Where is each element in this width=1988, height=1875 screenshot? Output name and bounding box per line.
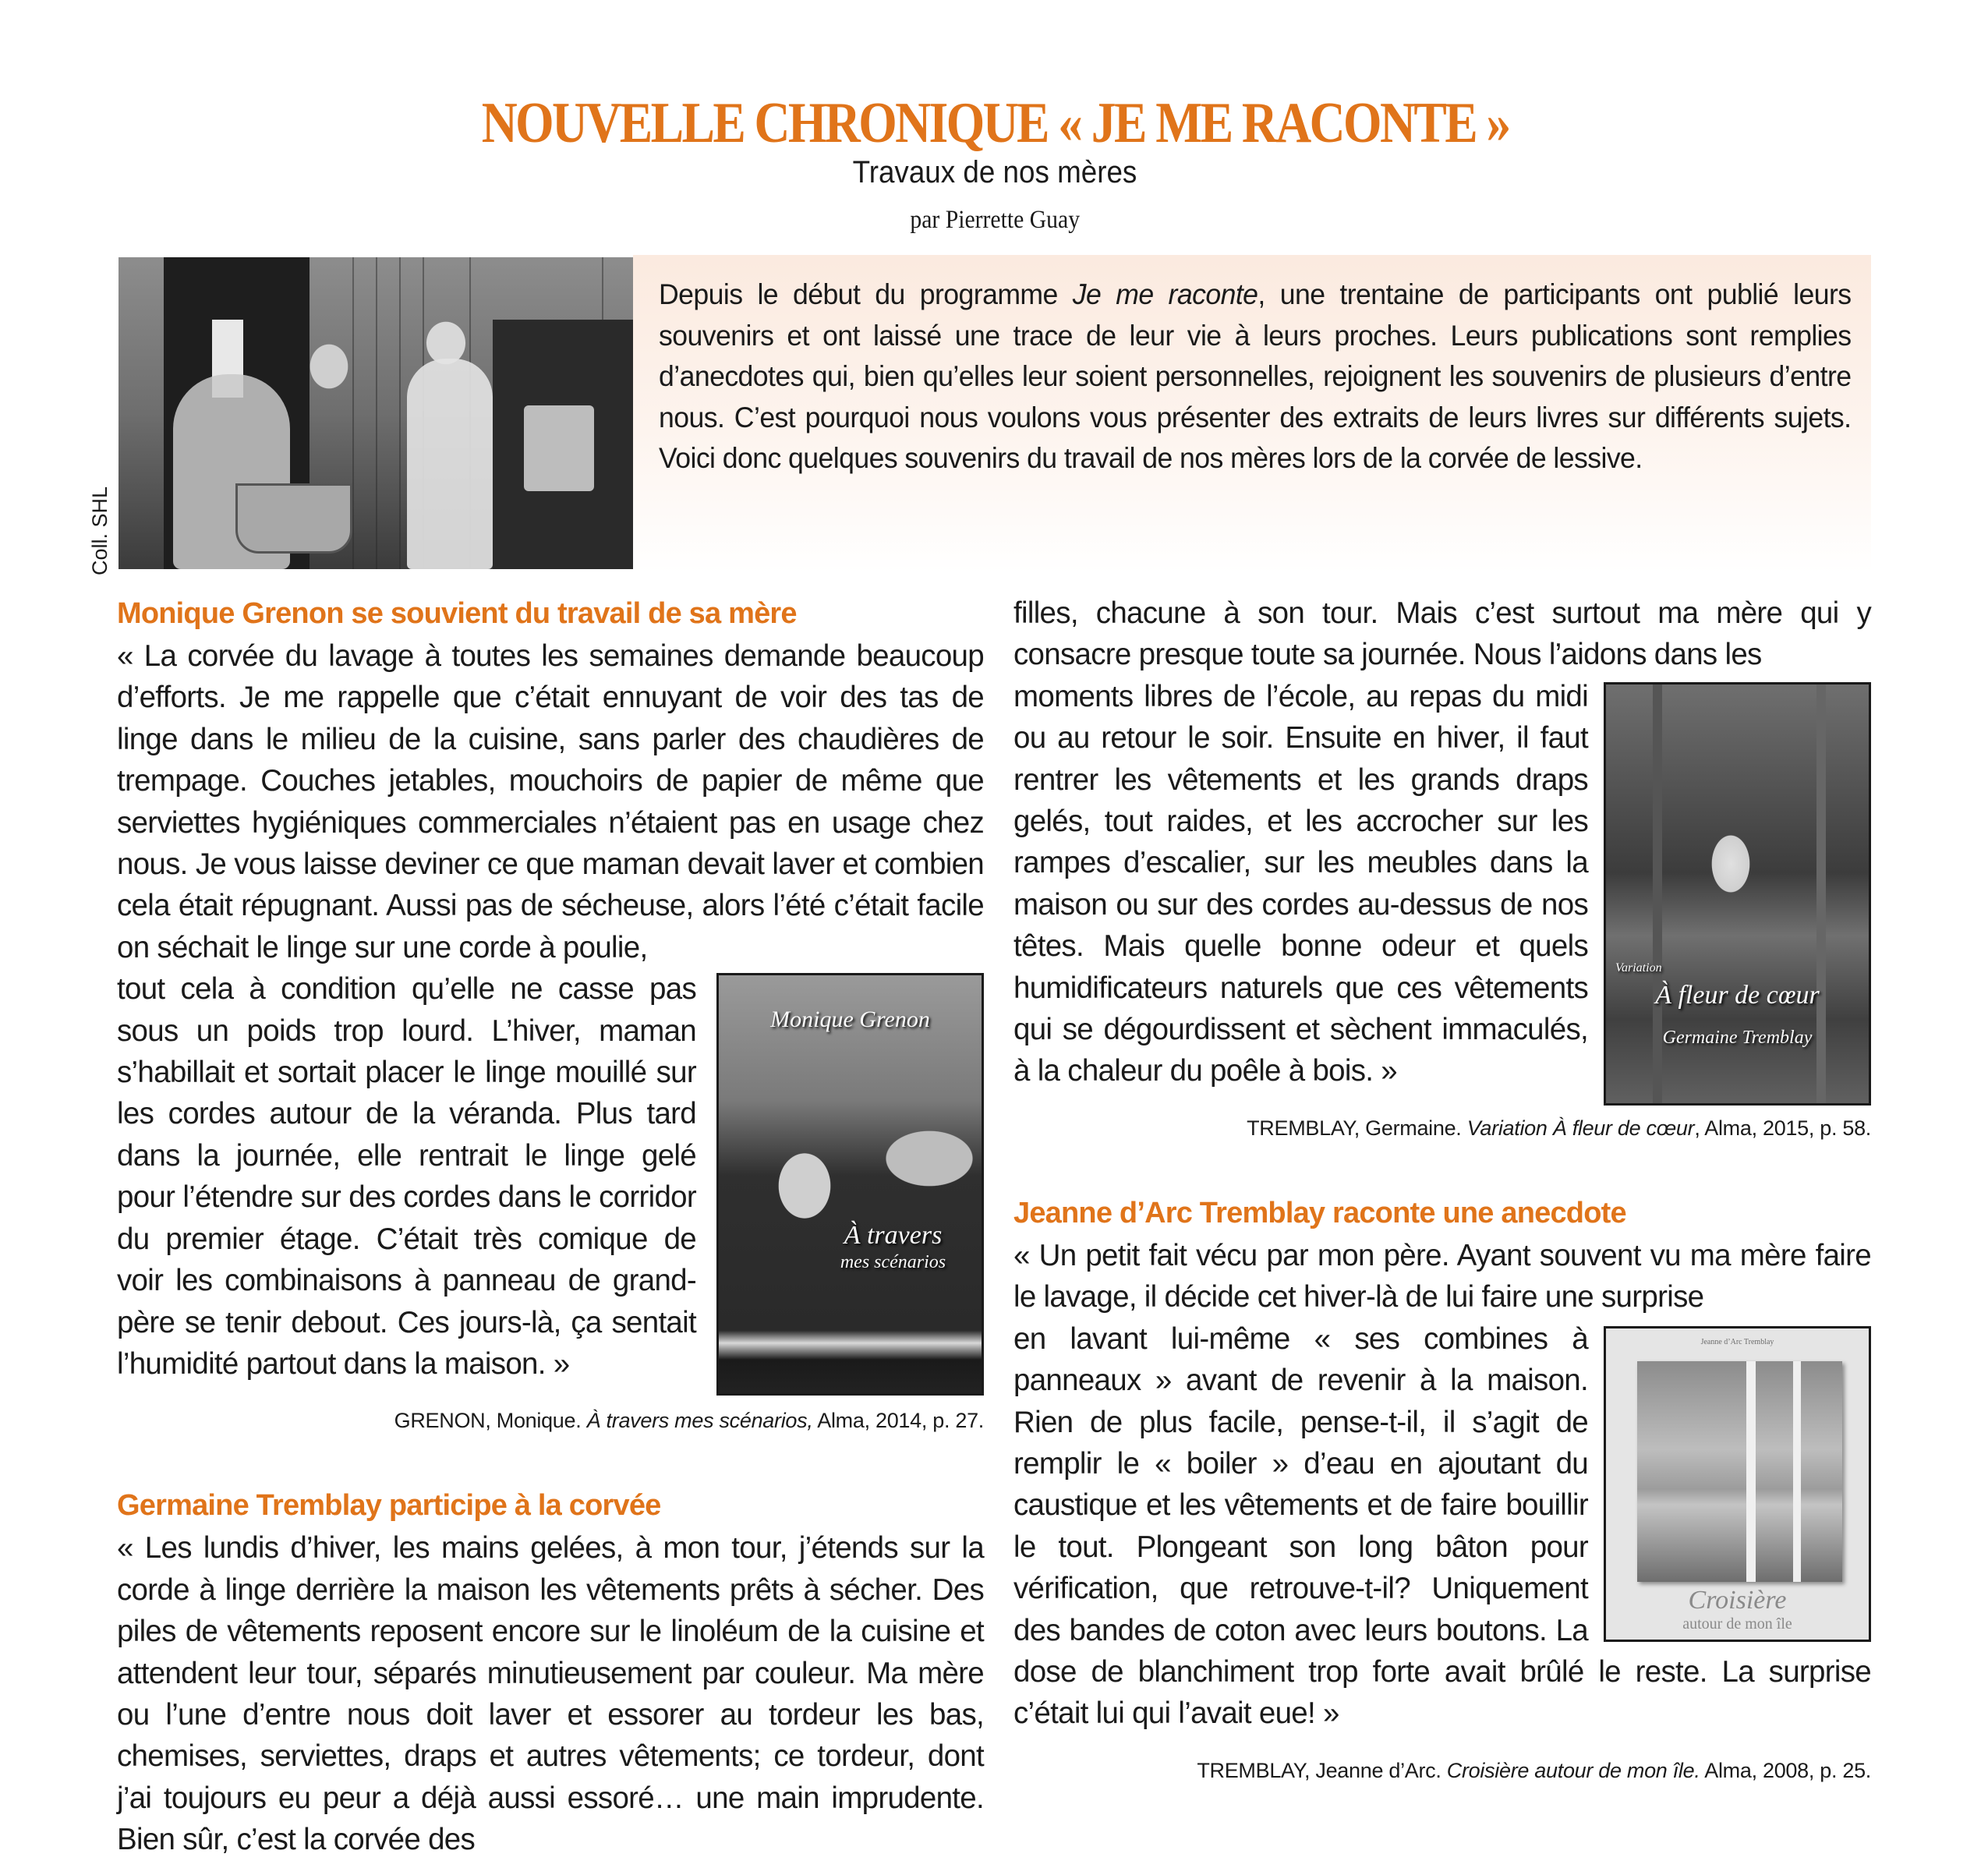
byline: par Pierrette Guay: [910, 206, 1081, 234]
right-column: [1013, 593, 1871, 1786]
hero-photo: [119, 257, 633, 569]
book-cover-croisiere-autour-de-mon-ile: Jeanne d’Arc Tremblay Croisière autour de mon île: [1604, 1326, 1871, 1642]
page-subtitle: Travaux de nos mères: [852, 155, 1137, 189]
pot-shape: [524, 405, 594, 491]
section-text: « Les lundis d’hiver, les mains gelées, à mon tour, j’étends sur la corde à linge derrière la maison les vêtements prêts à sécher. Des piles de vêtements reposent encore sur le linoléum de la cuisine et attendent leur tour, séparés minutieusement par couleur. Ma mère ou l’une d’entre nous doit laver et essorer au tordeur les bas, chemises, serviettes, draps et autres vêtements; ce tordeur, dont j’ai toujours eu peur a déjà aussi essoré… une main imprudente. Bien sûr, c’est la corvée des: [117, 1531, 984, 1857]
woman-figure: [407, 359, 493, 569]
citation: GRENON, Monique. À travers mes scénarios, Alma, 2014, p. 27.: [394, 1409, 984, 1433]
book-cover-a-travers-mes-scenarios: Monique Grenon À travers mes scénarios: [716, 973, 984, 1396]
page-title: NOUVELLE CHRONIQUE « JE ME RACONTE »: [481, 91, 1509, 155]
citation: TREMBLAY, Jeanne d’Arc. Croisière autour de mon île. Alma, 2008, p. 25.: [1197, 1758, 1871, 1782]
section-heading: Monique Grenon se souvient du travail de sa mère: [117, 597, 797, 630]
cover-painting: [1637, 1361, 1842, 1582]
book-cover-variation-a-fleur-de-coeur: Variation À fleur de cœur Germaine Tremblay: [1604, 682, 1871, 1106]
section-text: en lavant lui-même « ses combines à panneaux » avant de revenir à la maison. Rien de plus facile, pense-t-il, il s’agit de remplir le « boiler » d’eau en ajoutant du caustique et les vêtements et de faire bouillir le tout. Plongeant son long bâton pour vérification, que retrouve-t-il? Uniquement des bandes de coton avec leurs boutons. La dose de blanchiment trop forte avait brûlé le reste. La surprise c’était lui qui l’avait eue! »: [1013, 1321, 1871, 1731]
section-text: « Un petit fait vécu par mon père. Ayant souvent vu ma mère faire le lavage, il décide cet hiver-là de lui faire une surprise: [1013, 1238, 1871, 1314]
section-heading: Germaine Tremblay participe à la corvée: [117, 1489, 661, 1523]
program-name: Je me raconte: [1072, 278, 1258, 310]
section-text: tout cela à condition qu’elle ne casse pas sous un poids trop lourd. L’hiver, maman s’habillait et sortait placer le linge mouillé sur les cordes autour de la véranda. Plus tard dans la journée, elle rentrait le linge gelé pour l’étendre sur des cordes dans le corridor du premier étage. C’était très comique de voir les combinaisons à panneau de grand-père se tenir debout. Ces jours-là, ça sentait l’humidité partout dans la maison. »: [117, 972, 696, 1381]
photo-credit: Coll. SHL: [88, 486, 111, 575]
left-column: [117, 593, 984, 1861]
citation: TREMBLAY, Germaine. Variation À fleur de cœur, Alma, 2015, p. 58.: [1247, 1116, 1871, 1140]
intro-text: Depuis le début du programme Je me raconte, une trentaine de participants ont publié leurs souvenirs et ont laissé une trace de leur vie à leurs proches. Leurs publications sont remplies d’anecdotes qui, bien qu’elles leur soient personnelles, rejoignent les souvenirs de plusieurs d’entre nous. C’est pourquoi nous voulons vous présenter des extraits de leurs livres sur différents sujets. Voici donc quelques souvenirs du travail de nos mères lors de la corvée de lessive.: [659, 278, 1852, 474]
section-text: filles, chacune à son tour. Mais c’est surtout ma mère qui y consacre presque toute sa journée. Nous l’aidons dans les: [1013, 596, 1871, 672]
section-text: « La corvée du lavage à toutes les semaines demande beaucoup d’efforts. Je me rappelle que c’était ennuyant de voir des tas de linge dans le milieu de la cuisine, sans parler des chaudières de trempage. Couches jetables, mouchoirs de papier de même que serviettes hygiéniques commerciales n’étaient pas en usage chez nous. Je vous laisse deviner ce que maman devait laver et combien cela était répugnant. Aussi pas de sécheuse, alors l’été c’était facile on séchait le linge sur une corde à poulie,: [117, 639, 984, 964]
washtub-shape: [235, 483, 352, 554]
section-text: moments libres de l’école, au repas du midi ou au retour le soir. Ensuite en hiver, il faut rentrer les vêtements et les grands draps gelés, tout raides, et les accrocher sur les rampes d’escalier, sur les meubles dans la maison ou sur des cordes au-dessus de nos têtes. Mais quelle bonne odeur et quels humidificateurs naturels que ces vêtements qui se dégourdissent et sèchent immaculés, à la chaleur du poêle à bois. »: [1013, 679, 1588, 1088]
section-heading: Jeanne d’Arc Tremblay raconte une anecdote: [1013, 1196, 1626, 1229]
intro-box: [633, 255, 1871, 573]
